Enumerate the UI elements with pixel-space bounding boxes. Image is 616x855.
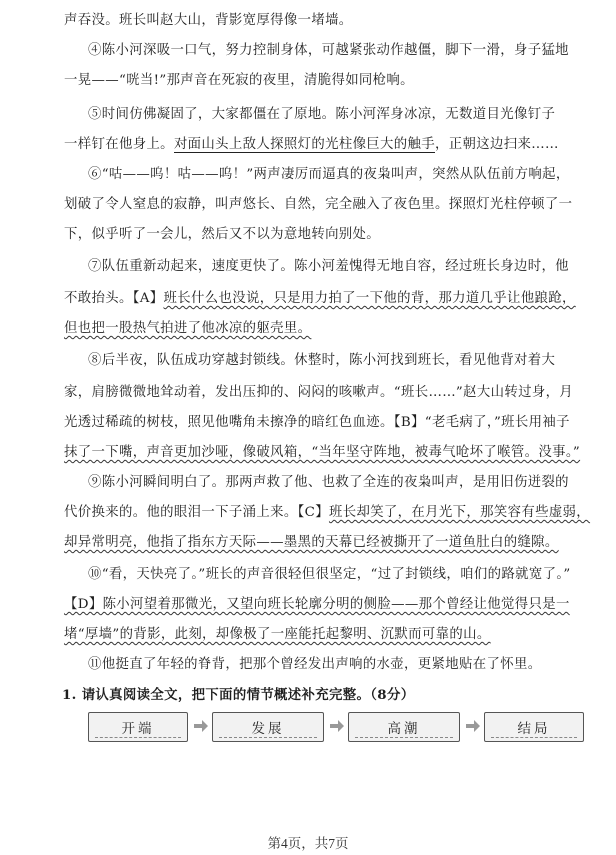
passage-line: 光透过稀疏的树枝，照见他嘴角未擦净的暗红色血迹。【B】“老毛病了，”班长用袖子: [64, 415, 570, 430]
stage-label: [484, 712, 584, 742]
arrow-right-icon: [194, 720, 208, 732]
passage-line: [64, 534, 588, 552]
passage-line: ⑥“咕——呜！咕——呜！”两声凄厉而逼真的夜枭叫声，突然从队伍前方响起，: [88, 167, 570, 182]
arrow-right-icon: [330, 720, 344, 732]
passage-line: 家，肩膀微微地耸动着，发出压抑的、闷闷的咳嗽声。“班长……”赵大山转过身，月: [64, 385, 574, 400]
text-segment: 一样钉在他身上。: [64, 137, 174, 152]
passage-line: 一晃——“咣当!”那声音在死寂的夜里，清脆得如同枪响。: [64, 73, 414, 88]
text-segment: 不敢抬头。【A】: [64, 291, 164, 306]
passage-line: ⑨陈小河瞬间明白了。那两声救了他、也救了全连的夜枭叫声，是用旧伤迸裂的: [88, 475, 569, 490]
passage-line: 划破了令人窒息的寂静，叫声悠长、自然，完全融入了夜色里。探照灯光柱停顿了一: [64, 197, 573, 212]
stage-text: 高潮: [387, 721, 421, 737]
passage-line: [64, 596, 588, 614]
stage-label: [88, 712, 188, 742]
passage-line: [64, 290, 588, 308]
passage-line: ⑦队伍重新动起来，速度更快了。陈小河羞愧得无地自容，经过班长身边时，他: [88, 259, 569, 274]
page-footer: 第4页，共7页: [267, 836, 349, 851]
wavy-underlined-text: 班长什么也没说，只是用力拍了一下他的背，那力道几乎让他踉跄，: [163, 291, 576, 306]
wavy-underlined-text: 抹了一下嘴，声音更加沙哑，像破风箱，“当年坚守阵地，被毒气呛坏了喉管。没事。”: [64, 445, 581, 460]
straight-underlined-text: 对面山头上敌人探照灯的光柱像巨大的触手: [173, 137, 436, 152]
wavy-underlined-text: 班长却笑了，在月光下，那笑容有些虚弱，: [328, 505, 591, 520]
text-segment: ，正朝这边扫来……: [435, 137, 559, 152]
passage-line: [64, 626, 588, 644]
arrow-right-icon: [466, 720, 480, 732]
passage-line: ⑧后半夜，队伍成功穿越封锁线。休整时，陈小河找到班长，看见他背对着大: [88, 353, 556, 368]
passage-line: ⑤时间仿佛凝固了，大家都僵在了原地。陈小河浑身冰凉，无数道目光像钉子: [88, 107, 556, 122]
wavy-underlined-text: 却异常明亮，他指了指东方天际——墨黑的天幕已经被撕开了一道鱼肚白的缝隙。: [64, 535, 559, 550]
passage-line: [64, 136, 588, 154]
passage-line: ⑪他挺直了年轻的脊背，把那个曾经发出声响的水壶，更紧地贴在了怀里。: [88, 657, 542, 672]
passage-line: 下，似乎听了一会儿，然后又不以为意地转向别处。: [64, 227, 381, 242]
passage-line: [64, 504, 591, 522]
passage-line: [64, 320, 588, 338]
question-1-title: 1. 请认真阅读全文，把下面的情节概述补充完整。（8分）: [62, 687, 415, 703]
stage-label: [348, 712, 460, 742]
passage-line: ④陈小河深吸一口气，努力控制身体，可越紧张动作越僵，脚下一滑，身子猛地: [88, 43, 569, 58]
passage-line: [64, 444, 588, 462]
stage-text: 结局: [517, 721, 551, 737]
stage-label: [212, 712, 324, 742]
wavy-underlined-text: 【D】陈小河望着那微光，又望向班长轮廓分明的侧脸——那个曾经让他觉得只是一: [64, 597, 570, 612]
passage-line: 声吞没。班长叫赵大山，背影宽厚得像一堵墙。: [64, 13, 353, 28]
wavy-underlined-text: 堵“厚墙”的背影，此刻，却像极了一座能托起黎明、沉默而可靠的山。: [64, 627, 491, 642]
wavy-underlined-text: 但也把一股热气拍进了他冰凉的躯壳里。: [64, 321, 312, 336]
passage-line: ⑩“看，天快亮了。”班长的声音很轻但很坚定，“过了封锁线，咱们的路就宽了。”: [88, 567, 571, 582]
text-segment: 代价换来的。他的眼泪一下子涌上来。【C】: [64, 505, 329, 520]
stage-text: 发展: [251, 721, 285, 737]
stage-text: 开端: [121, 721, 155, 737]
